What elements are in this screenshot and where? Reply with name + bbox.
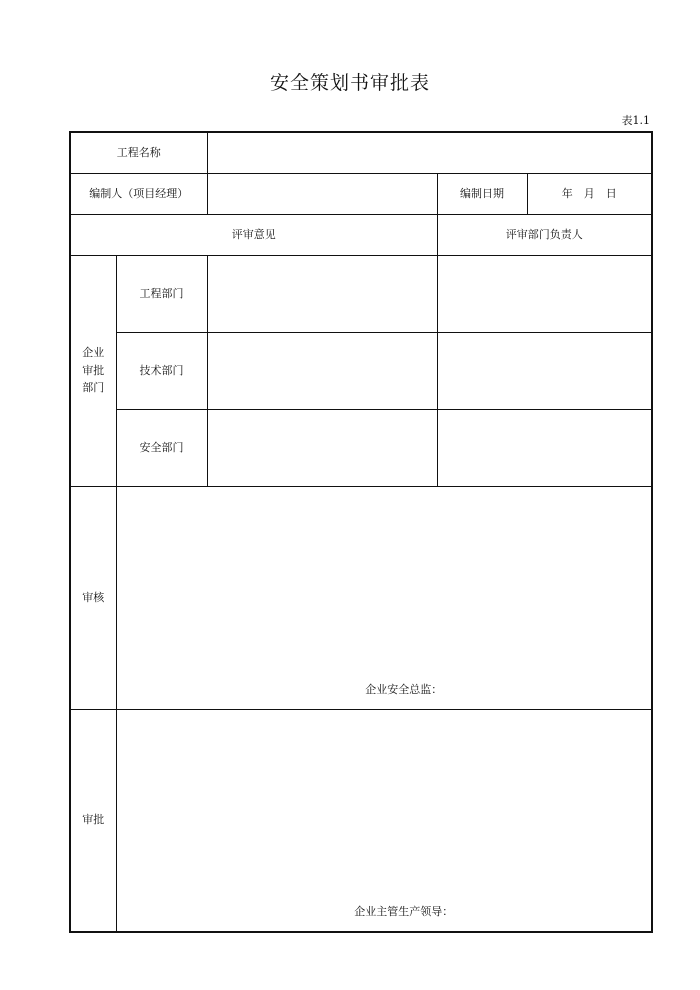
dept-name-technical: 技术部门 [116,332,207,409]
review-head-header: 评审部门负责人 [437,214,652,255]
approve-label: 审批 [70,709,116,932]
approve-signature-label: 企业主管生产领导： [354,905,454,919]
dept-head-safety[interactable] [437,409,652,486]
review-opinion-header: 评审意见 [70,214,437,255]
compile-date-label: 编制日期 [437,173,527,214]
audit-signature-label: 企业安全总监： [365,682,443,696]
dept-name-engineering: 工程部门 [116,255,207,332]
form-number: 表1.1 [621,114,650,127]
compile-date-field[interactable]: 年 月 日 [527,173,652,214]
approve-content-area[interactable] [116,709,652,932]
audit-label: 审核 [70,486,116,709]
compiler-field[interactable] [207,173,437,214]
audit-content-area[interactable] [116,486,652,709]
dept-opinion-engineering[interactable] [207,255,437,332]
enterprise-approval-dept-label: 企业审批部门 [70,255,116,486]
dept-head-technical[interactable] [437,332,652,409]
dept-head-engineering[interactable] [437,255,652,332]
project-name-label: 工程名称 [70,132,207,173]
approval-form-table [69,131,653,933]
dept-opinion-technical[interactable] [207,332,437,409]
page-title: 安全策划书审批表 [269,72,430,94]
compiler-label: 编制人（项目经理） [70,173,207,214]
dept-opinion-safety[interactable] [207,409,437,486]
project-name-field[interactable] [207,132,652,173]
dept-name-safety: 安全部门 [116,409,207,486]
